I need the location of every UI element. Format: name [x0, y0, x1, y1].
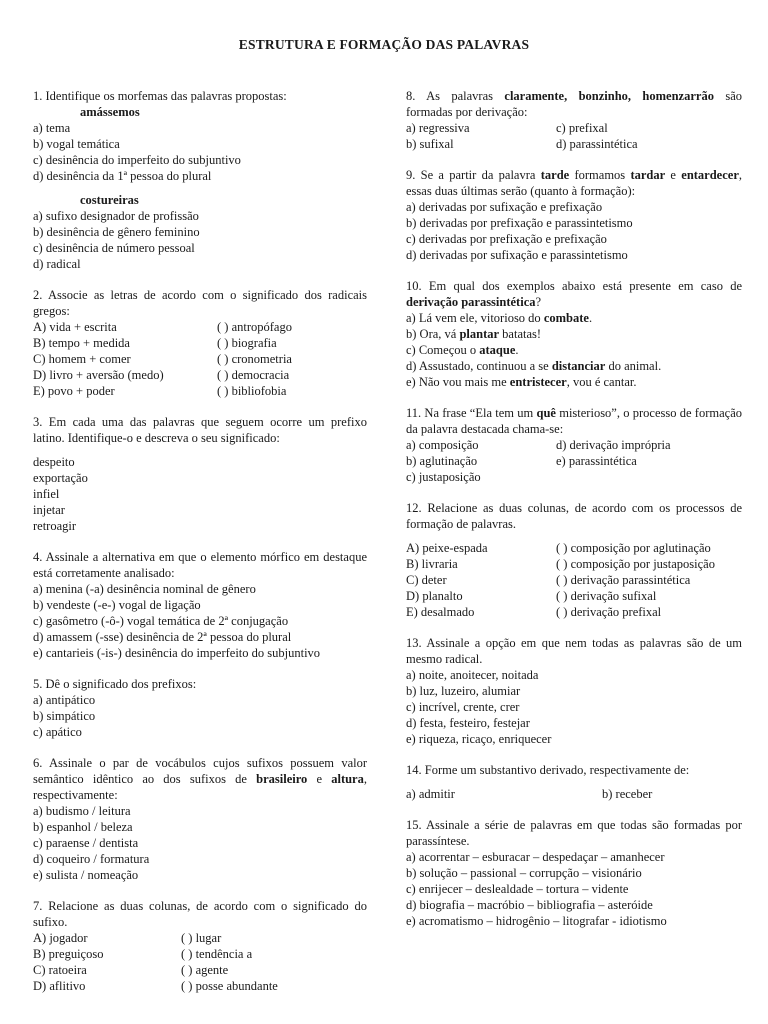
- question-11-stem: 11. Na frase “Ela tem um quê misterioso”, o processo de formação da palavra destacada chama-se:: [406, 406, 743, 436]
- question-15-stem: 15. Assinale a série de palavras em que todas são formadas por parassíntese.: [406, 818, 742, 848]
- question-15: [406, 817, 742, 929]
- match-row: E) povo + poder ( ) bibliofobia: [33, 384, 287, 398]
- question-12-stem: 12. Relacione as duas colunas, de acordo com os processos de formação de palavras.: [406, 501, 742, 531]
- option: d) Assustado, continuou a se distanciar do animal.: [406, 359, 662, 373]
- match-row: B) livraria ( ) composição por justaposição: [406, 557, 715, 571]
- list-item: retroagir: [33, 519, 77, 533]
- option: c) incrível, crente, crer: [406, 700, 520, 714]
- option: c) apático: [33, 725, 82, 739]
- question-1-word-2: costureiras: [80, 193, 139, 207]
- option: c) enrijecer – deslealdade – tortura – vidente: [406, 882, 629, 896]
- option: b) simpático: [33, 709, 96, 723]
- option: c) desinência de número pessoal: [33, 241, 195, 255]
- question-10-stem: 10. Em qual dos exemplos abaixo está presente em caso de derivação parassintética?: [406, 279, 742, 309]
- option: b) vogal temática: [33, 137, 120, 151]
- question-1: [33, 88, 367, 272]
- question-2-stem: 2. Associe as letras de acordo com o significado dos radicais gregos:: [33, 288, 367, 318]
- match-row: A) jogador ( ) lugar: [33, 931, 222, 945]
- option: a) sufixo designador de profissão: [33, 209, 199, 223]
- option: c) gasômetro (-ô-) vogal temática de 2ª conjugação: [33, 614, 289, 628]
- option: b) derivadas por prefixação e parassintetismo: [406, 216, 633, 230]
- option: b) Ora, vá plantar batatas!: [406, 327, 542, 341]
- question-8: [406, 88, 742, 152]
- question-4-stem: 4. Assinale a alternativa em que o elemento mórfico em destaque está corretamente analisado:: [33, 550, 367, 580]
- option: a) antipático: [33, 693, 96, 707]
- option: a) Lá vem ele, vitorioso do combate.: [406, 311, 593, 325]
- option: d) derivadas por sufixação e parassintetismo: [406, 248, 628, 262]
- match-row: D) planalto ( ) derivação sufixal: [406, 589, 657, 603]
- question-6: [33, 755, 367, 883]
- option: c) Começou o ataque.: [406, 343, 519, 357]
- option-row: a) composição d) derivação imprópria: [406, 438, 671, 452]
- question-14-stem: 14. Forme um substantivo derivado, respectivamente de:: [406, 763, 690, 777]
- question-7-stem: 7. Relacione as duas colunas, de acordo com o significado do sufixo.: [33, 899, 367, 929]
- question-6-stem: 6. Assinale o par de vocábulos cujos sufixos possuem valor semântico idêntico ao dos sufixos de brasileiro e altura, respectivamente:: [33, 756, 367, 802]
- match-row: A) vida + escrita ( ) antropófago: [33, 320, 292, 334]
- option: d) radical: [33, 257, 81, 271]
- option: d) desinência da 1ª pessoa do plural: [33, 169, 212, 183]
- option-row: b) sufixal d) parassintética: [406, 137, 638, 151]
- option-row: a) admitir b) receber: [406, 787, 653, 801]
- option: e) Não vou mais me entristecer, vou é cantar.: [406, 375, 637, 389]
- option: e) acromatismo – hidrogênio – litografar - idiotismo: [406, 914, 667, 928]
- option: a) tema: [33, 121, 71, 135]
- question-9-stem: 9. Se a partir da palavra tarde formamos tardar e entardecer, essas duas últimas serão (quanto à formação):: [406, 168, 742, 198]
- list-item: despeito: [33, 455, 75, 469]
- list-item: infiel: [33, 487, 60, 501]
- question-11: [406, 405, 742, 485]
- question-9: [406, 167, 742, 263]
- question-5: [33, 676, 367, 740]
- question-12: [406, 500, 742, 620]
- match-row: C) homem + comer ( ) cronometria: [33, 352, 292, 366]
- list-item: exportação: [33, 471, 88, 485]
- question-13: [406, 635, 742, 747]
- question-5-stem: 5. Dê o significado dos prefixos:: [33, 677, 197, 691]
- option: a) acorrentar – esburacar – despedaçar – amanhecer: [406, 850, 665, 864]
- option: c) paraense / dentista: [33, 836, 139, 850]
- option-row: a) regressiva c) prefixal: [406, 121, 608, 135]
- match-row: C) deter ( ) derivação parassintética: [406, 573, 691, 587]
- question-8-stem: 8. As palavras claramente, bonzinho, homenzarrão são formadas por derivação:: [406, 89, 743, 119]
- option: c) derivadas por prefixação e prefixação: [406, 232, 607, 246]
- match-row: D) livro + aversão (medo) ( ) democracia: [33, 368, 290, 382]
- option: d) amassem (-sse) desinência de 2ª pessoa do plural: [33, 630, 292, 644]
- option: b) solução – passional – corrupção – visionário: [406, 866, 642, 880]
- match-row: B) tempo + medida ( ) biografia: [33, 336, 277, 350]
- option: c) desinência do imperfeito do subjuntivo: [33, 153, 241, 167]
- option: b) vendeste (-e-) vogal de ligação: [33, 598, 201, 612]
- match-row: E) desalmado ( ) derivação prefixal: [406, 605, 662, 619]
- option: e) sulista / nomeação: [33, 868, 139, 882]
- match-row: A) peixe-espada ( ) composição por aglutinação: [406, 541, 711, 555]
- option: e) riqueza, ricaço, enriquecer: [406, 732, 552, 746]
- question-3-stem: 3. Em cada uma das palavras que seguem ocorre um prefixo latino. Identifique-o e descreva o seu significado:: [33, 415, 367, 445]
- option: b) espanhol / beleza: [33, 820, 133, 834]
- right-column: [406, 88, 742, 944]
- option: d) festa, festeiro, festejar: [406, 716, 530, 730]
- page-title: ESTRUTURA E FORMAÇÃO DAS PALAVRAS: [238, 37, 530, 52]
- option: a) noite, anoitecer, noitada: [406, 668, 539, 682]
- question-14: [406, 762, 742, 802]
- question-3: [33, 414, 367, 534]
- list-item: injetar: [33, 503, 65, 517]
- question-1-word-1: amássemos: [80, 105, 140, 119]
- question-7: [33, 898, 367, 994]
- option: e) cantarieis (-is-) desinência do imperfeito do subjuntivo: [33, 646, 321, 660]
- match-row: B) preguiçoso ( ) tendência a: [33, 947, 253, 961]
- option: b) desinência de gênero feminino: [33, 225, 200, 239]
- option: b) luz, luzeiro, alumiar: [406, 684, 521, 698]
- match-row: C) ratoeira ( ) agente: [33, 963, 229, 977]
- option: d) biografia – macróbio – bibliografia – asteróide: [406, 898, 653, 912]
- question-1-stem: 1. Identifique os morfemas das palavras propostas:: [33, 89, 287, 103]
- option: c) justaposição: [406, 470, 481, 484]
- question-4: [33, 549, 367, 661]
- option: d) coqueiro / formatura: [33, 852, 150, 866]
- question-10: [406, 278, 742, 390]
- match-row: D) aflitivo ( ) posse abundante: [33, 979, 278, 993]
- left-column: [33, 88, 367, 1009]
- option-row: b) aglutinação e) parassintética: [406, 454, 637, 468]
- question-13-stem: 13. Assinale a opção em que nem todas as palavras são de um mesmo radical.: [406, 636, 742, 666]
- option: a) budismo / leitura: [33, 804, 131, 818]
- question-2: [33, 287, 367, 399]
- option: a) menina (-a) desinência nominal de gênero: [33, 582, 256, 596]
- option: a) derivadas por sufixação e prefixação: [406, 200, 603, 214]
